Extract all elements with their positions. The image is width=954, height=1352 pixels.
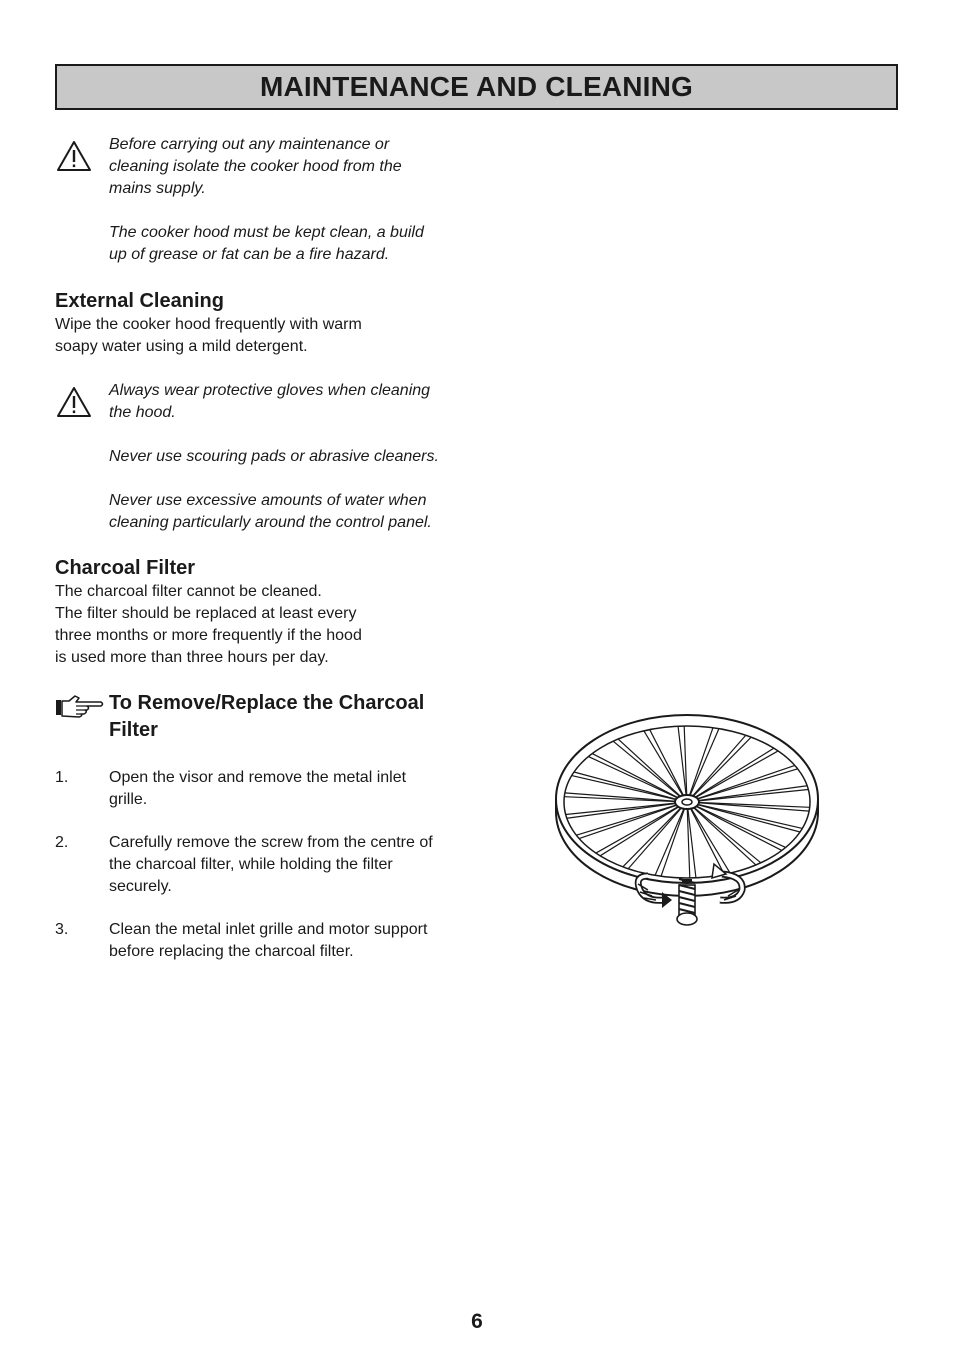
- step-number: 3.: [55, 921, 69, 938]
- pointing-hand-icon: [55, 694, 105, 718]
- external-cleaning-heading: External Cleaning: [55, 290, 224, 312]
- step-1: [55, 767, 455, 811]
- step-line: securely.: [109, 878, 172, 895]
- external-cleaning-line: soapy water using a mild detergent.: [55, 338, 308, 355]
- warning-2-line: Never use excessive amounts of water when: [109, 492, 427, 509]
- warning-1-line: Before carrying out any maintenance or: [109, 136, 390, 153]
- title-bar: [55, 64, 898, 110]
- step-number: 1.: [55, 769, 69, 786]
- page-number: 6: [471, 1310, 483, 1333]
- charcoal-filter-line: The filter should be replaced at least every: [55, 605, 357, 622]
- warning-1-line: cleaning isolate the cooker hood from the: [109, 158, 402, 175]
- remove-heading-line: Filter: [109, 719, 158, 741]
- warning-triangle-icon: [56, 386, 92, 418]
- step-line: the charcoal filter, while holding the filter: [109, 856, 393, 873]
- warning-1-line: The cooker hood must be kept clean, a build: [109, 224, 424, 241]
- step-line: grille.: [109, 791, 148, 808]
- charcoal-filter-line: The charcoal filter cannot be cleaned.: [55, 583, 322, 600]
- warning-2-line: Always wear protective gloves when cleaning: [109, 382, 431, 399]
- step-line: before replacing the charcoal filter.: [109, 943, 354, 960]
- step-2: [55, 832, 455, 898]
- charcoal-filter-section: [55, 555, 475, 669]
- remove-replace-heading: [109, 690, 469, 744]
- warning-2-line: cleaning particularly around the control panel.: [109, 514, 432, 531]
- warning-2-line: Never use scouring pads or abrasive cleaners.: [109, 448, 439, 465]
- step-number: 2.: [55, 834, 69, 851]
- warning-2-line: the hood.: [109, 404, 176, 421]
- remove-heading-line: To Remove/Replace the Charcoal: [109, 692, 425, 714]
- external-cleaning-line: Wipe the cooker hood frequently with warm: [55, 316, 362, 333]
- charcoal-filter-screw-illustration: [552, 704, 822, 936]
- step-3: [55, 919, 455, 963]
- warning-1-text: [109, 134, 469, 266]
- page-title: MAINTENANCE AND CLEANING: [259, 71, 694, 102]
- charcoal-filter-line: is used more than three hours per day.: [55, 649, 329, 666]
- external-cleaning-section: [55, 288, 475, 358]
- step-line: Carefully remove the screw from the centre of: [109, 834, 433, 851]
- warning-2-text: [109, 380, 479, 534]
- warning-1-line: up of grease or fat can be a fire hazard.: [109, 246, 390, 263]
- charcoal-filter-line: three months or more frequently if the hood: [55, 627, 362, 644]
- warning-triangle-icon: [56, 140, 92, 172]
- warning-1-line: mains supply.: [109, 180, 206, 197]
- step-line: Open the visor and remove the metal inlet: [109, 769, 407, 786]
- step-line: Clean the metal inlet grille and motor support: [109, 921, 428, 938]
- charcoal-filter-heading: Charcoal Filter: [55, 557, 196, 579]
